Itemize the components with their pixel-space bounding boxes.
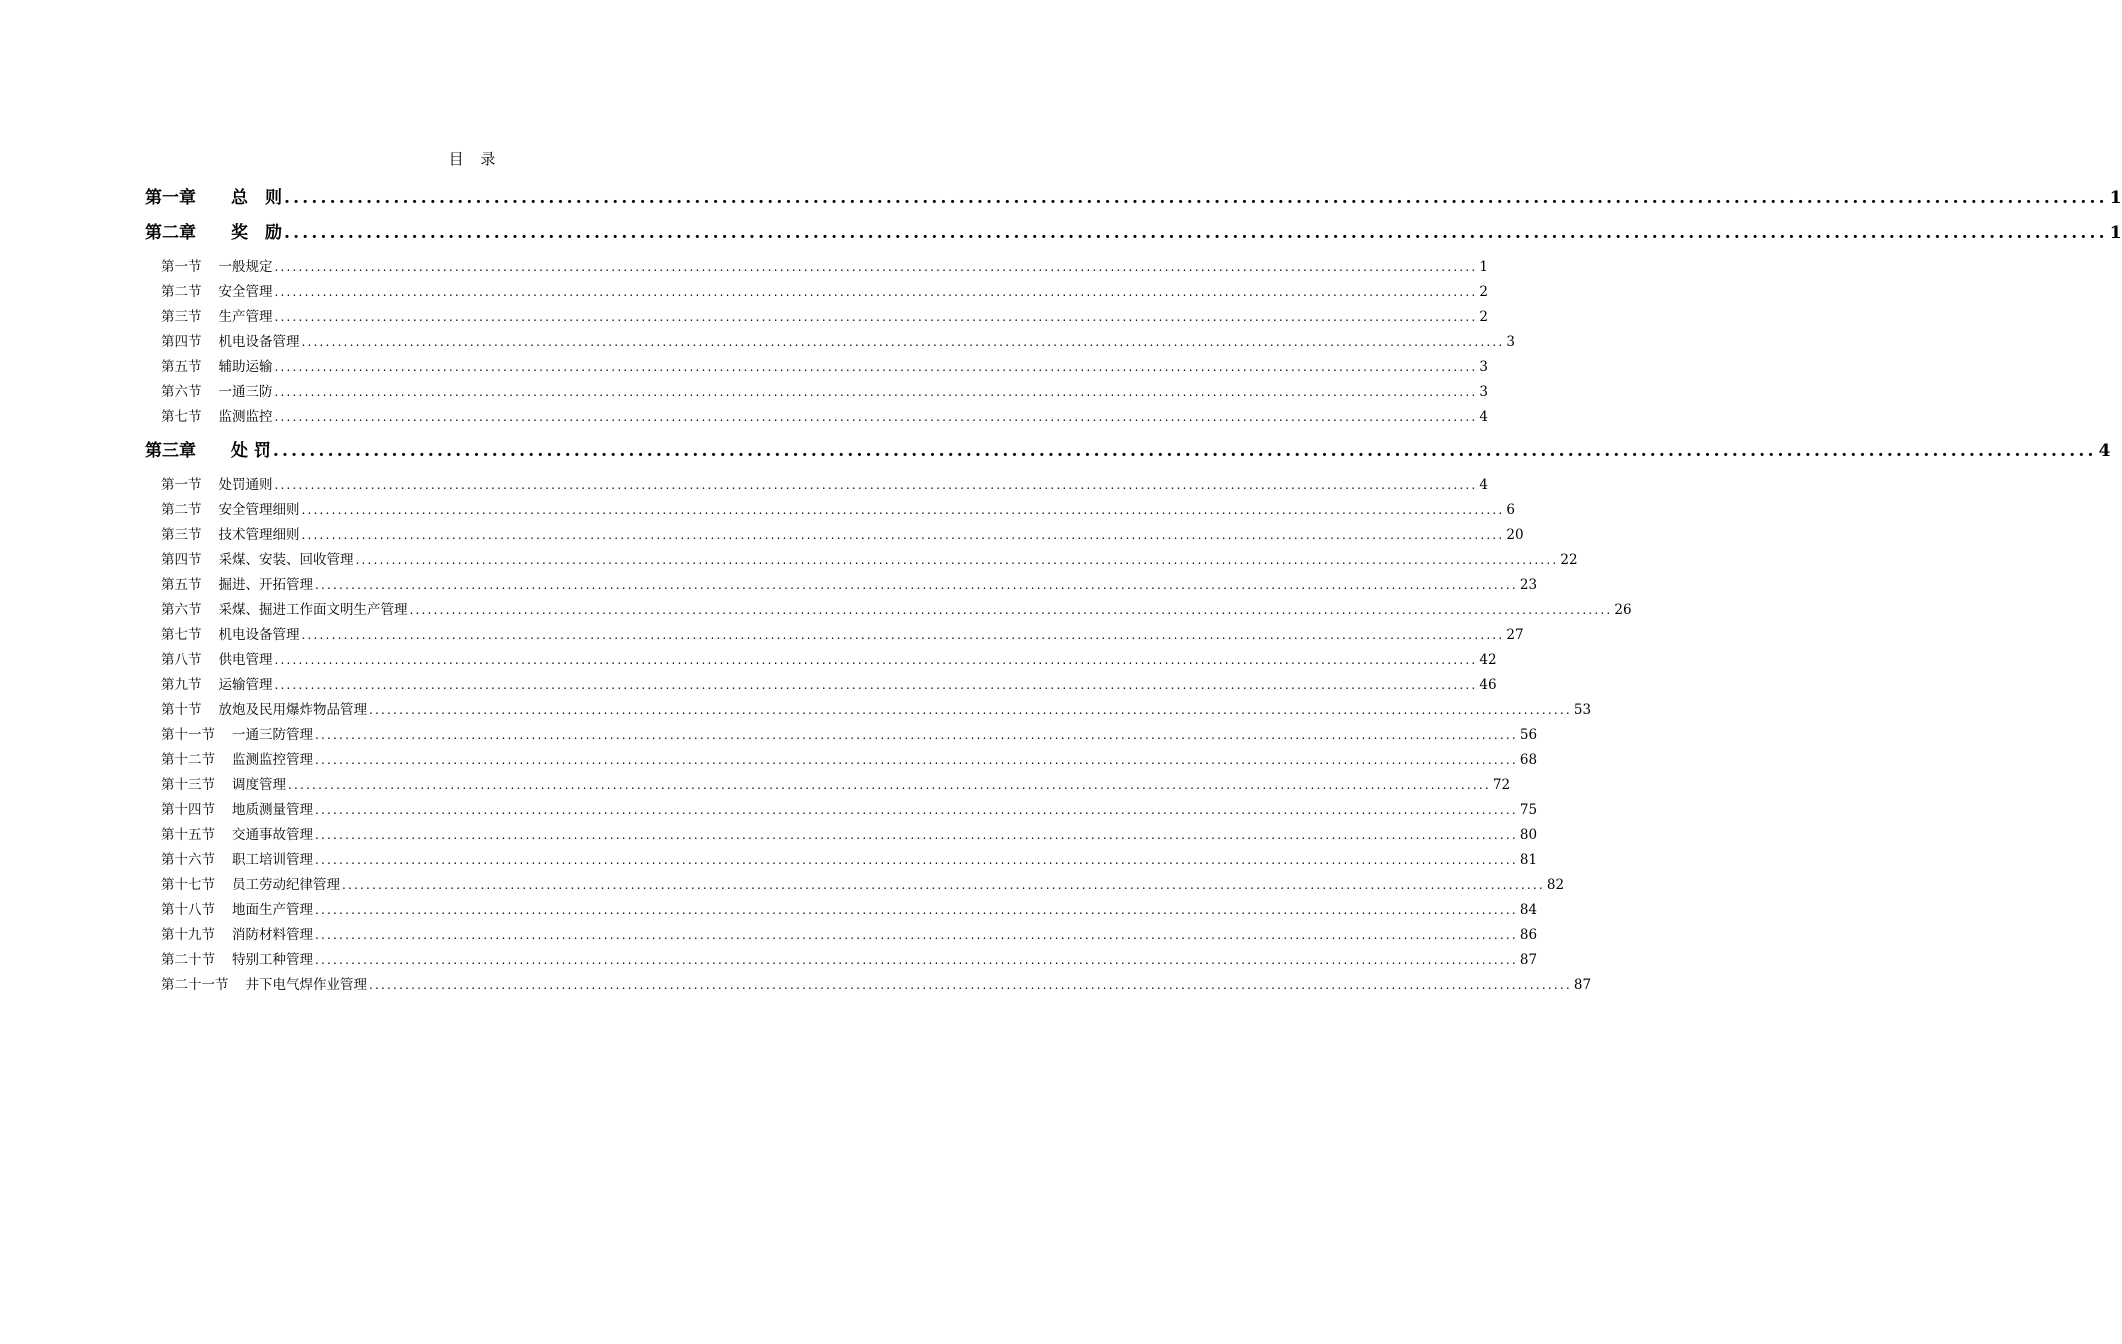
toc-dot-leader: ........................................................................................................................................................................................................ (355, 553, 1559, 567)
toc-section-entry[interactable] (161, 255, 1488, 275)
toc-entry-number: 第十二节 (161, 752, 215, 768)
toc-page-number: 3 (1479, 359, 1488, 375)
toc-entry-number: 第十节 (161, 702, 202, 718)
toc-section-entry[interactable] (161, 648, 1497, 668)
toc-dot-leader: ........................................................................................................................................................................................................ (301, 528, 1505, 542)
toc-page-number: 84 (1519, 902, 1538, 918)
toc-dot-leader: ........................................................................................................................................................................................................ (315, 903, 1518, 917)
toc-page-number: 46 (1479, 677, 1497, 693)
toc-entry-number: 第三节 (161, 309, 202, 325)
toc-entry-label (161, 948, 313, 968)
toc-entry-title: 特别工种管理 (232, 952, 313, 968)
toc-page-number: 26 (1614, 602, 1632, 618)
toc-dot-leader: ........................................................................................................................................................................................................ (315, 853, 1518, 867)
toc-entry-label (161, 823, 313, 843)
toc-dot-leader: ........................................................................................................................................................................................................ (274, 653, 1478, 667)
toc-dot-leader: ........................................................................................................................................................................................................ (274, 478, 1478, 492)
toc-dot-leader: ........................................................................................................................................................................................................ (274, 285, 1478, 299)
toc-page-number: 87 (1573, 977, 1592, 993)
toc-entry-label (161, 548, 354, 568)
toc-entry-title: 处罚通则 (218, 477, 273, 493)
toc-dot-leader: ........................................................................................................................................................................................................ (288, 778, 1491, 792)
toc-page-number: 4 (1479, 409, 1488, 425)
toc-section-entry[interactable] (161, 405, 1488, 425)
toc-dot-leader: ........................................................................................................................................................................................................ (315, 728, 1518, 742)
toc-section-entry[interactable] (161, 798, 1538, 818)
toc-entry-label (161, 380, 273, 400)
toc-dot-leader: ........................................................................................................................................................................................................ (315, 928, 1518, 942)
toc-entry-label (145, 183, 282, 208)
toc-section-entry[interactable] (161, 898, 1538, 918)
toc-section-entry[interactable] (161, 380, 1488, 400)
toc-entry-label (161, 523, 300, 543)
toc-entry-number: 第十六节 (161, 852, 215, 868)
toc-page-number: 4 (1479, 477, 1488, 493)
toc-page-number: 27 (1506, 627, 1524, 643)
toc-entry-label (161, 923, 313, 943)
toc-entry-number: 第九节 (161, 677, 202, 693)
toc-section-entry[interactable] (161, 723, 1538, 743)
toc-page-number: 75 (1519, 802, 1538, 818)
toc-page-number: 2 (1479, 284, 1488, 300)
toc-section-entry[interactable] (161, 523, 1524, 543)
toc-section-entry[interactable] (161, 473, 1488, 493)
toc-entry-label (161, 973, 367, 993)
toc-dot-leader: ........................................................................................................................................................................................................ (342, 878, 1545, 892)
toc-dot-leader: ........................................................................................................................................................................................................ (301, 335, 1505, 349)
toc-entry-title: 监测监控 (218, 409, 273, 425)
toc-section-entry[interactable] (161, 923, 1538, 943)
toc-dot-leader: ........................................................................................................................................................................................................ (315, 828, 1518, 842)
toc-entry-title: 技术管理细则 (218, 527, 300, 543)
toc-dot-leader: ........................................................................................................................................................................................................ (274, 310, 1478, 324)
toc-dot-leader: ........................................................................................................................................................................................................ (274, 385, 1478, 399)
toc-entry-label (161, 330, 300, 350)
toc-page-number: 80 (1519, 827, 1538, 843)
toc-entry-number: 第三节 (161, 527, 202, 543)
toc-section-entry[interactable] (161, 330, 1515, 350)
toc-entry-label (161, 748, 313, 768)
toc-entry-number: 第六节 (161, 384, 202, 400)
toc-entry-label (145, 436, 271, 461)
toc-entry-number: 第二十节 (161, 952, 215, 968)
toc-entry-label (161, 848, 313, 868)
toc-page-number: 53 (1573, 702, 1592, 718)
toc-section-entry[interactable] (161, 280, 1488, 300)
toc-chapter-entry[interactable] (145, 183, 2122, 208)
toc-entry-number: 第四节 (161, 334, 202, 350)
toc-entry-label (161, 773, 286, 793)
toc-dot-leader: ........................................................................................................................................................................................................ (315, 578, 1518, 592)
toc-page-number: 42 (1479, 652, 1497, 668)
toc-entry-number: 第七节 (161, 409, 202, 425)
toc-section-entry[interactable] (161, 848, 1538, 868)
toc-entry-number: 第十九节 (161, 927, 215, 943)
toc-page-number: 2 (1479, 309, 1488, 325)
toc-entry-number: 第二章 (145, 223, 196, 243)
toc-entry-title: 处 罚 (231, 441, 271, 461)
toc-page-number: 20 (1506, 527, 1524, 543)
toc-entry-number: 第五节 (161, 577, 202, 593)
toc-section-entry[interactable] (161, 355, 1488, 375)
toc-page-number: 81 (1519, 852, 1538, 868)
toc-entry-title: 安全管理 (218, 284, 273, 300)
toc-entry-number: 第一节 (161, 477, 202, 493)
toc-page-number: 23 (1519, 577, 1538, 593)
toc-entry-number: 第四节 (161, 552, 202, 568)
toc-entry-label (161, 898, 313, 918)
toc-dot-leader: ........................................................................................................................................................................................................ (284, 188, 2108, 208)
toc-entry-number: 第七节 (161, 627, 202, 643)
toc-entry-title: 安全管理细则 (218, 502, 300, 518)
toc-section-entry[interactable] (161, 973, 1592, 993)
toc-dot-leader: ........................................................................................................................................................................................................ (315, 953, 1518, 967)
toc-entry-label (161, 355, 273, 375)
toc-page-number: 68 (1519, 752, 1538, 768)
toc-entry-title: 地面生产管理 (232, 902, 313, 918)
toc-entry-title: 供电管理 (218, 652, 273, 668)
toc-chapter-entry[interactable] (145, 218, 2122, 243)
toc-dot-leader: ........................................................................................................................................................................................................ (301, 628, 1505, 642)
toc-section-entry[interactable] (161, 548, 1578, 568)
toc-page-number: 82 (1546, 877, 1565, 893)
toc-dot-leader: ........................................................................................................................................................................................................ (284, 223, 2108, 243)
toc-dot-leader: ........................................................................................................................................................................................................ (274, 678, 1478, 692)
toc-entry-title: 职工培训管理 (232, 852, 313, 868)
toc-entry-label (161, 255, 273, 275)
toc-entry-number: 第六节 (161, 602, 202, 618)
toc-section-entry[interactable] (161, 623, 1524, 643)
toc-section-entry[interactable] (161, 673, 1497, 693)
toc-entry-title: 机电设备管理 (218, 627, 300, 643)
toc-entry-title: 消防材料管理 (232, 927, 313, 943)
toc-entry-title: 一通三防 (218, 384, 273, 400)
toc-entry-title: 井下电气焊作业管理 (245, 977, 367, 993)
toc-dot-leader: ........................................................................................................................................................................................................ (315, 753, 1518, 767)
toc-dot-leader: ........................................................................................................................................................................................................ (369, 703, 1572, 717)
toc-entry-label (161, 305, 273, 325)
toc-dot-leader: ........................................................................................................................................................................................................ (272, 441, 2097, 461)
toc-page-number: 72 (1492, 777, 1511, 793)
toc-entry-number: 第八节 (161, 652, 202, 668)
toc-page-number: 87 (1519, 952, 1538, 968)
toc-entry-label (161, 623, 300, 643)
toc-page-number: 1 (1479, 259, 1488, 275)
toc-section-entry[interactable] (161, 598, 1632, 618)
toc-entry-number: 第十一节 (161, 727, 215, 743)
toc-page-number: 56 (1519, 727, 1538, 743)
toc-section-entry[interactable] (161, 823, 1538, 843)
toc-page-number: 6 (1506, 502, 1515, 518)
toc-page-number: 86 (1519, 927, 1538, 943)
toc-entry-number: 第五节 (161, 359, 202, 375)
toc-entry-number: 第二节 (161, 502, 202, 518)
toc-entry-title: 放炮及民用爆炸物品管理 (218, 702, 367, 718)
toc-entry-label (161, 873, 340, 893)
toc-entry-label (161, 473, 273, 493)
toc-entry-title: 运输管理 (218, 677, 273, 693)
toc-dot-leader: ........................................................................................................................................................................................................ (274, 360, 1478, 374)
toc-entry-title: 生产管理 (218, 309, 273, 325)
toc-entry-number: 第三章 (145, 441, 196, 461)
toc-entry-label (161, 698, 367, 718)
toc-dot-leader: ........................................................................................................................................................................................................ (315, 803, 1518, 817)
toc-entry-label (161, 798, 313, 818)
toc-entry-title: 采煤、掘进工作面文明生产管理 (218, 602, 408, 618)
toc-dot-leader: ........................................................................................................................................................................................................ (369, 978, 1572, 992)
toc-entry-number: 第十八节 (161, 902, 215, 918)
toc-entry-number: 第二十一节 (161, 977, 229, 993)
toc-page-number: 1 (2109, 223, 2122, 243)
toc-entry-title: 采煤、安装、回收管理 (218, 552, 354, 568)
toc-entry-number: 第十四节 (161, 802, 215, 818)
toc-chapter-entry[interactable] (145, 436, 2111, 461)
toc-entry-title: 奖 励 (231, 223, 282, 243)
toc-entry-number: 第十七节 (161, 877, 215, 893)
toc-entry-title: 员工劳动纪律管理 (232, 877, 340, 893)
toc-entry-label (161, 280, 273, 300)
toc-dot-leader: ........................................................................................................................................................................................................ (274, 410, 1478, 424)
toc-entry-label (161, 673, 273, 693)
toc-section-entry[interactable] (161, 305, 1488, 325)
toc-page-number: 1 (2109, 188, 2122, 208)
toc-entry-label (161, 498, 300, 518)
toc-entry-number: 第一章 (145, 188, 196, 208)
toc-entry-title: 地质测量管理 (232, 802, 313, 818)
toc-section-entry[interactable] (161, 498, 1515, 518)
toc-page-number: 3 (1506, 334, 1515, 350)
toc-entry-title: 一通三防管理 (232, 727, 313, 743)
toc-section-entry[interactable] (161, 748, 1538, 768)
toc-entry-title: 交通事故管理 (232, 827, 313, 843)
toc-entry-label (145, 218, 282, 243)
toc-section-entry[interactable] (161, 773, 1511, 793)
toc-section-entry[interactable] (161, 948, 1538, 968)
toc-entry-title: 监测监控管理 (232, 752, 313, 768)
toc-entry-label (161, 405, 273, 425)
toc-section-entry[interactable] (161, 873, 1565, 893)
toc-dot-leader: ........................................................................................................................................................................................................ (274, 260, 1478, 274)
toc-entry-label (161, 648, 273, 668)
toc-entry-number: 第二节 (161, 284, 202, 300)
toc-entry-title: 总 则 (231, 188, 282, 208)
toc-section-entry[interactable] (161, 698, 1592, 718)
toc-entry-title: 掘进、开拓管理 (218, 577, 313, 593)
toc-entry-label (161, 723, 313, 743)
toc-entry-label (161, 573, 313, 593)
toc-entry-title: 一般规定 (218, 259, 273, 275)
toc-entry-title: 辅助运输 (218, 359, 273, 375)
toc-title: 目 录 (448, 150, 502, 168)
toc-page-number: 4 (2098, 441, 2111, 461)
toc-dot-leader: ........................................................................................................................................................................................................ (301, 503, 1505, 517)
toc-entry-number: 第十五节 (161, 827, 215, 843)
toc-page-number: 22 (1560, 552, 1578, 568)
toc-dot-leader: ........................................................................................................................................................................................................ (409, 603, 1613, 617)
toc-entry-number: 第十三节 (161, 777, 215, 793)
toc-page-number: 3 (1479, 384, 1488, 400)
toc-entry-title: 机电设备管理 (218, 334, 300, 350)
toc-entry-number: 第一节 (161, 259, 202, 275)
toc-entry-title: 调度管理 (232, 777, 286, 793)
toc-entry-label (161, 598, 408, 618)
toc-section-entry[interactable] (161, 573, 1538, 593)
